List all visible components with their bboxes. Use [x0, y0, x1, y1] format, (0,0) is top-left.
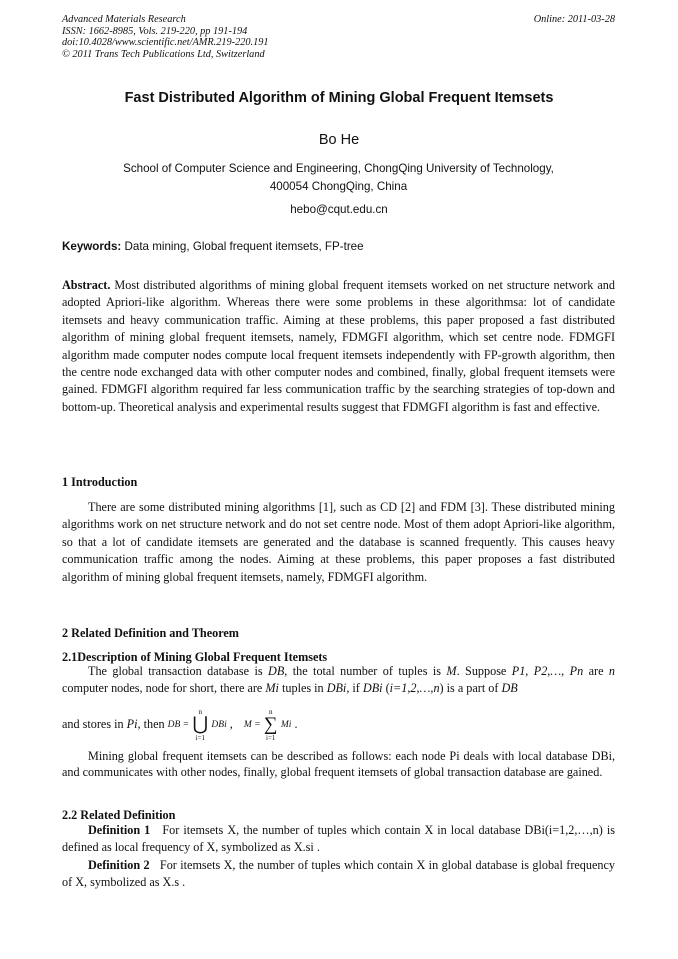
definition-1	[62, 822, 615, 857]
section-1-text: There are some distributed mining algorithms [1], such as CD [2] and FDM [3]. These distributed mining algorithms work on net structure network and do not set centre node. Most of them adopt Apriori-like algorithm, so that a lot of candidate itemsets are generated and the database is scanned frequently. This causes heavy communication traffic among the nodes. Aiming at these problems, this paper proposes a fast distributed algorithm of mining global frequent itemsets, namely, FDMGFI algorithm.	[62, 500, 615, 584]
journal-name: Advanced Materials Research	[62, 14, 186, 25]
issn-line: ISSN: 1662-8985, Vols. 219-220, pp 191-194	[62, 25, 248, 37]
abstract-label: Abstract.	[62, 278, 111, 292]
keywords-text: Data mining, Global frequent itemsets, FP-tree	[124, 240, 364, 253]
affiliation	[62, 160, 615, 195]
definition-1-text: For itemsets X, the number of tuples which contain X in local database DBi(i=1,2,…,n) is defined as local frequency of X, symbolized as X.si .	[62, 823, 615, 855]
abstract-text: Most distributed algorithms of mining global frequent itemsets worked on net structure network and adopted Apriori-like algorithm. Whereas there were some problems in these algorithmsa: lot of candidate itemsets and heavy communication traffic. Aiming at these problems, this paper proposed a fast distributed algorithm of mining global frequent itemsets, namely, FDMGFI algorithm, which set centre node. FDMGFI algorithm made computer nodes compute local frequent itemsets independently with FP-growth algorithm, then the centre node exchanged data with other computer nodes and combined, finally, global frequent itemsets were gained. FDMGFI algorithm required far less communication traffic by the searching strategies of top-down and bottom-up. Theoretical analysis and experimental results suggest that FDMGFI algorithm is fast and effective.	[62, 278, 615, 414]
affiliation-line-2: 400054 ChongQing, China	[269, 179, 408, 193]
sum-symbol: ∑	[263, 714, 278, 735]
paper-title: Fast Distributed Algorithm of Mining Global Frequent Itemsets	[124, 90, 554, 106]
section-1-heading: 1 Introduction	[62, 475, 138, 489]
union-symbol: ⋃	[192, 714, 209, 735]
author-name: Bo He	[318, 132, 360, 148]
formula-line: and stores in Pi, then DB = n ⋃ i=1 DBi , M = n ∑ i=1 Mi .	[62, 708, 298, 742]
affiliation-line-1: School of Computer Science and Engineering, ChongQing University of Technology,	[123, 162, 554, 175]
online-date: Online: 2011-03-28	[533, 14, 615, 25]
section-2-1-paragraph-2: Mining global frequent itemsets can be described as follows: each node Pi deals with local database DBi, and communicates with other nodes, finally, global frequent itemsets of global transaction database are gained.	[62, 749, 615, 779]
author-email[interactable]: hebo@cqut.edu.cn	[290, 203, 388, 216]
keywords	[62, 240, 615, 253]
section-2-heading: 2 Related Definition and Theorem	[62, 626, 239, 640]
journal-header	[62, 14, 615, 60]
doi-line: doi:10.4028/www.scientific.net/AMR.219-220.191	[62, 37, 269, 48]
keywords-label: Keywords:	[62, 240, 122, 253]
abstract	[62, 277, 615, 416]
union-equation: DB = n ⋃ i=1 DBi	[167, 708, 227, 742]
definition-2-label: Definition 2	[88, 858, 150, 872]
definition-2	[62, 857, 615, 892]
sum-equation: M = n ∑ i=1 Mi	[243, 708, 292, 742]
section-2-1-heading: 2.1Description of Mining Global Frequent Itemsets	[62, 650, 328, 664]
section-2-2-heading: 2.2 Related Definition	[62, 808, 176, 822]
definition-2-text: For itemsets X, the number of tuples which contain X in global database is global frequency of X, symbolized as X.s .	[62, 858, 615, 890]
copyright-line: © 2011 Trans Tech Publications Ltd, Switzerland	[62, 48, 265, 60]
definition-1-label: Definition 1	[88, 823, 151, 837]
section-2-1-paragraph-1: The global transaction database is DB, the total number of tuples is M. Suppose P1, P2,…, Pn are n computer nodes, node for short, there are Mi tuples in DBi, if DBi (i=1,2,…,n) is a part of DB	[62, 664, 615, 696]
